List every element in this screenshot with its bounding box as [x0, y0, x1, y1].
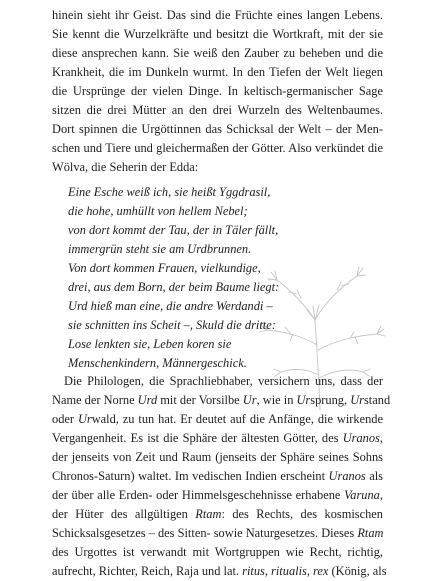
- italic-term: Rtam: [357, 526, 384, 540]
- text-segment: der Hüter des allgültigen: [52, 507, 196, 521]
- text-segment: : des Rechts, des kosmischen: [221, 507, 383, 521]
- text-segment: Die Philologen, die Sprachliebhaber, versichern uns, dass der: [64, 374, 383, 388]
- text-line: [52, 410, 383, 429]
- text-line: Krankheit, die im Dunkeln wurmt. In den Tiefen der Welt liegen: [52, 65, 383, 79]
- italic-term: Ur: [296, 393, 311, 407]
- text-segment: Vergangenheit. Es ist die Sphäre der ältesten Götter, des: [52, 431, 343, 445]
- text-line: schen und Tiere und gleichermaßen der Götter. Also verkündet die: [52, 141, 383, 155]
- text-line: [52, 486, 383, 505]
- italic-term: Varuna: [344, 488, 380, 502]
- poem-line: Von dort kommen Frauen, vielkundige,: [68, 261, 261, 275]
- poem-line: die hohe, umhüllt von hellem Nebel;: [68, 204, 248, 218]
- italic-term: Ur: [77, 412, 92, 426]
- text-segment: Chronos-Saturn) waltet. Im vedischen Indien erscheint: [52, 469, 329, 483]
- text-segment: ,: [379, 488, 383, 502]
- italic-term: Rtam: [195, 507, 222, 521]
- poem-line: drei, aus dem Born, der beim Baume liegt:: [68, 280, 280, 294]
- poem-line: Lose lenkten sie, Leben koren sie: [68, 337, 232, 351]
- text-line: [52, 391, 391, 410]
- intro-paragraph: [52, 6, 383, 177]
- poem-line: Urd hieß man eine, die andre Werdandi –: [68, 299, 273, 313]
- italic-term: ritus, ritualis, rex: [242, 564, 329, 578]
- text-line: des Urgottes ist verwandt mit Wortgruppen wie Recht, richtig,: [52, 545, 383, 559]
- body-paragraph: [52, 372, 391, 581]
- text-segment: stand: [363, 393, 391, 407]
- text-segment: aufrecht, Richter, Reich, Raja und lat.: [52, 564, 243, 578]
- text-line: sitzen die drei Mütter an den drei Wurzeln des Weltenbaumes.: [52, 103, 383, 117]
- text-line: der jenseits von Zeit und Raum (jenseits der Sphäre seines Sohns: [52, 450, 383, 464]
- text-line: die Ursprünge der vielen Dinge. In keltisch-germanischer Sage: [52, 84, 383, 98]
- text-line: [52, 372, 383, 391]
- poem-line: Menschenkindern, Männergeschick.: [68, 356, 247, 370]
- poem-line: sie schnitten ins Scheit –, Skuld die dritte:: [68, 318, 276, 332]
- text-segment: mit der Vorsilbe: [157, 393, 243, 407]
- text-segment: als: [365, 469, 383, 483]
- edda-poem: [68, 183, 368, 373]
- text-line: [52, 467, 383, 486]
- italic-term: Urd: [137, 393, 158, 407]
- italic-term: Uranos: [328, 469, 366, 483]
- text-segment: der über alle Erden- oder Himmelsgeschehnisse erhabene: [52, 488, 345, 502]
- text-line: diese ansprechen kann. Sie weiß den Zauber zu beheben und die: [52, 46, 383, 60]
- italic-term: Uranos: [342, 431, 380, 445]
- text-line: [52, 505, 383, 524]
- poem-line: Eine Esche weiß ich, sie heißt Yggdrasil,: [68, 185, 271, 199]
- italic-term: Ur: [242, 393, 257, 407]
- text-line: [52, 524, 383, 543]
- text-line: hinein sieht ihr Geist. Das sind die Früchte eines langen Lebens.: [52, 8, 383, 22]
- poem-line: von dort kommt der Tau, der in Täler fällt,: [68, 223, 279, 237]
- text-segment: oder: [52, 412, 78, 426]
- text-segment: , wie in: [256, 393, 297, 407]
- text-segment: wald, zu tun hat. Er deutet auf die Anfänge, die wirkende: [91, 412, 383, 426]
- text-line: Wölva, die Seherin der Edda:: [52, 160, 199, 174]
- italic-term: Ur: [350, 393, 364, 407]
- text-line: Dort spinnen die Urgöttinnen das Schicksal der Welt – der Men-: [52, 122, 383, 136]
- poem-line: immergrün steht sie am Urdbrunnen.: [68, 242, 252, 256]
- text-line: [52, 429, 383, 448]
- text-line: Sie kennt die Wurzelkräfte und besitzt die Wortkraft, mit der sie: [52, 27, 383, 41]
- text-segment: Name der Norne: [52, 393, 138, 407]
- text-segment: (König, als: [328, 564, 387, 578]
- text-segment: Schicksalsgesetzes – des Sitten- sowie Naturgesetzes. Dieses: [52, 526, 358, 540]
- text-segment: sprung,: [310, 393, 351, 407]
- text-segment: ,: [379, 431, 383, 445]
